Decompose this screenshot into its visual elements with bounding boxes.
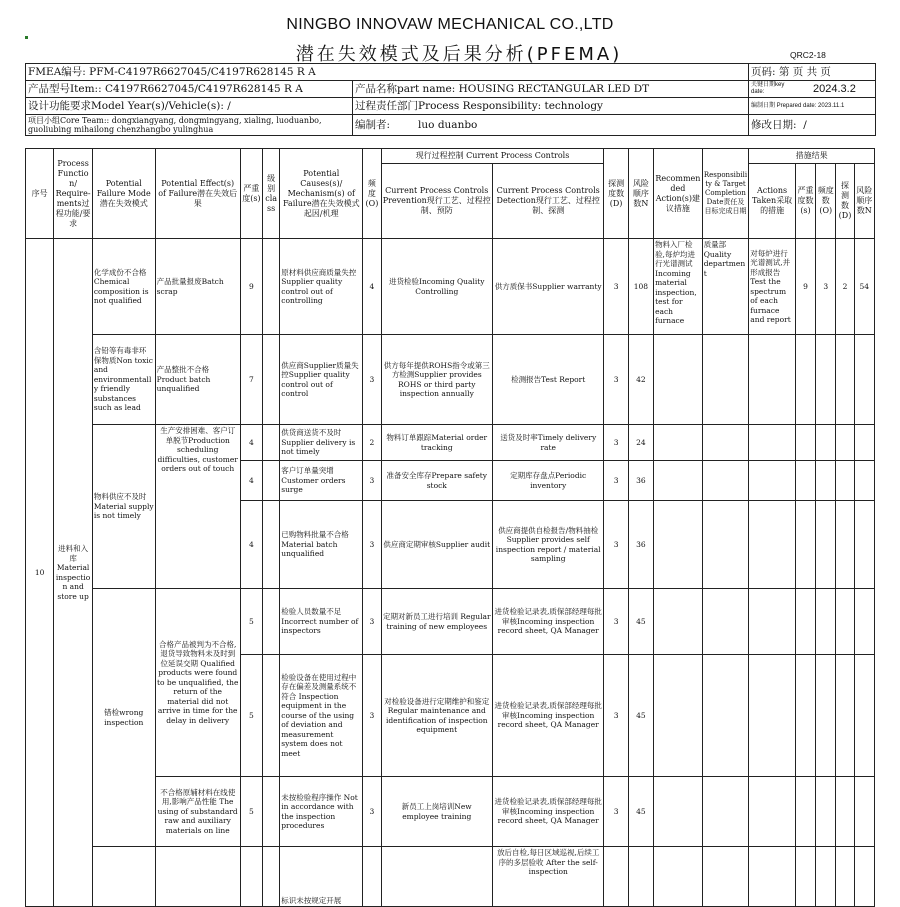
failure-effect: 不合格原辅材料在线使用,影响产品性能 The using of substandard raw and auxiliary materials on line <box>155 777 240 847</box>
table-row <box>26 847 875 907</box>
revision-date: / <box>803 118 807 131</box>
col-actions-taken: Actions Taken采取的措施 <box>749 164 796 239</box>
rpn: 36 <box>628 461 653 501</box>
cause: 标识未按规定开展 <box>280 847 363 907</box>
failure-mode: 物料供应不及时Material supply is not timely <box>92 425 155 589</box>
empty-cell <box>816 425 836 461</box>
empty-cell <box>702 777 749 847</box>
empty-cell <box>749 589 796 655</box>
empty-cell <box>854 847 874 907</box>
detection-control: 定期库存盘点Periodic inventory <box>492 461 603 501</box>
sequence-number: 10 <box>26 239 54 907</box>
occurrence: 3 <box>363 461 381 501</box>
table-row <box>26 425 875 461</box>
prepared-by-cell <box>353 115 749 136</box>
empty-cell <box>816 847 836 907</box>
occurrence: 3 <box>363 777 381 847</box>
detection: 3 <box>604 335 628 425</box>
empty-cell <box>702 589 749 655</box>
cause: 已购物料批量不合格Material batch unqualified <box>280 501 363 589</box>
severity: 9 <box>240 239 262 335</box>
prevention-control: 新员工上岗培训New employee training <box>381 777 492 847</box>
cause: 未按检验程序操作 Not in accordance with the inspection procedures <box>280 777 363 847</box>
empty-cell <box>654 501 703 589</box>
empty-cell <box>836 501 854 589</box>
rpn: 45 <box>628 589 653 655</box>
occurrence: 3 <box>363 655 381 777</box>
empty-cell <box>749 501 796 589</box>
prevention-control: 物料订单跟踪Material order tracking <box>381 425 492 461</box>
empty-cell <box>749 425 796 461</box>
prevention-control: 对检验设备进行定期维护和鉴定Regular maintenance and identification of inspection equipment <box>381 655 492 777</box>
detection-control: 送货及时率Timely delivery rate <box>492 425 603 461</box>
design-requirement: 设计功能要求Model Year(s)/Vehicle(s): / <box>26 98 353 115</box>
col-causes: Potential Causes(s)/ Mechanism(s) of Failure潜在失效模式起因/机理 <box>280 149 363 239</box>
empty-cell <box>816 501 836 589</box>
failure-effect: 合格产品被判为不合格,退货导致物料未及时到位延误交期 Qualified products were found to be unqualified, the return of the material did not arrive in time for the delay in delivery <box>155 589 240 777</box>
rpn: 42 <box>628 335 653 425</box>
prevention-control <box>381 847 492 907</box>
result-detection: 2 <box>836 239 854 335</box>
class <box>263 239 280 335</box>
empty-cell <box>749 777 796 847</box>
empty-cell <box>816 461 836 501</box>
page-parts: 第 页 共 页 <box>778 65 831 78</box>
occurrence <box>363 847 381 907</box>
detection: 3 <box>604 777 628 847</box>
empty-cell <box>795 655 815 777</box>
col-class: 级别 class <box>263 149 280 239</box>
col-seq: 序号 <box>26 149 54 239</box>
item-number: 产品型号Item:: C4197R6627045/C4197R628145 R A <box>26 81 353 98</box>
class <box>263 461 280 501</box>
corner-mark <box>25 36 28 39</box>
rpn: 45 <box>628 655 653 777</box>
revision-label: 修改日期: <box>751 118 797 131</box>
empty-cell <box>816 335 836 425</box>
rpn: 45 <box>628 777 653 847</box>
col-failure-effect: Potential Effect(s) of Failure潜在失效后果 <box>155 149 240 239</box>
empty-cell <box>702 335 749 425</box>
detection: 3 <box>604 461 628 501</box>
empty-cell <box>854 777 874 847</box>
col-recommended-actions: Recommended Action(s)建议措施 <box>654 149 703 239</box>
prepared-by-label: 编制者: <box>355 118 391 131</box>
empty-cell <box>816 589 836 655</box>
prevention-control: 供方每年提供ROHS指令或第三方检测Supplier provides ROHS or third party inspection annually <box>381 335 492 425</box>
empty-cell <box>816 777 836 847</box>
empty-cell <box>836 425 854 461</box>
col-result-rpn: 风险顺序数N <box>854 164 874 239</box>
prevention-control: 进货检验Incoming Quality Controlling <box>381 239 492 335</box>
detection-control: 供方质保书Supplier warranty <box>492 239 603 335</box>
key-date-cell <box>749 81 876 98</box>
failure-effect: 生产安排困难、客户订单脱节Production scheduling difficulties, customer orders out of touch <box>155 425 240 589</box>
empty-cell <box>654 461 703 501</box>
result-occurrence: 3 <box>816 239 836 335</box>
prevention-control: 准备安全库存Prepare safety stock <box>381 461 492 501</box>
empty-cell <box>854 335 874 425</box>
severity: 5 <box>240 777 262 847</box>
empty-cell <box>836 461 854 501</box>
action-taken: 对每炉进行光谱测试,并形成报告Test the spectrum of each furnace and report <box>749 239 796 335</box>
empty-cell <box>854 589 874 655</box>
part-name: 产品名称part name: HOUSING RECTANGULAR LED DT <box>353 81 749 98</box>
pfmea-table <box>25 148 875 907</box>
empty-cell <box>702 847 749 907</box>
result-severity: 9 <box>795 239 815 335</box>
empty-cell <box>654 847 703 907</box>
page-label: 页码: <box>751 65 776 78</box>
empty-cell <box>836 589 854 655</box>
occurrence: 3 <box>363 501 381 589</box>
responsibility: 质量部 Quality department <box>702 239 749 335</box>
empty-cell <box>749 335 796 425</box>
empty-cell <box>854 501 874 589</box>
company-name: NINGBO INNOVAW MECHANICAL CO.,LTD <box>286 16 614 33</box>
prepared-date: 编制日期 Prepared date: 2023.11.1 <box>749 98 876 115</box>
occurrence: 3 <box>363 335 381 425</box>
col-prevention: Current Process Controls Prevention现行工艺、过程控制、预防 <box>381 164 492 239</box>
empty-cell <box>816 655 836 777</box>
empty-cell <box>836 655 854 777</box>
result-rpn: 54 <box>854 239 874 335</box>
col-failure-mode: Potential Failure Mode潜在失效模式 <box>92 149 155 239</box>
class <box>263 777 280 847</box>
header-table <box>25 63 876 136</box>
severity: 4 <box>240 425 262 461</box>
col-result-detection: 探测数(D) <box>836 164 854 239</box>
empty-cell <box>795 425 815 461</box>
empty-cell <box>702 461 749 501</box>
col-detection-controls: Current Process Controls Detection现行工艺、过程控制、探测 <box>492 164 603 239</box>
recommended-action: 物料入厂检验,每炉均进行光谱测试Incoming material inspection, test for each furnace <box>654 239 703 335</box>
empty-cell <box>836 777 854 847</box>
col-process: Process Function/ Require-ments过程功能/要求 <box>54 149 92 239</box>
severity: 7 <box>240 335 262 425</box>
occurrence: 4 <box>363 239 381 335</box>
revision-cell <box>749 115 876 136</box>
empty-cell <box>654 425 703 461</box>
rpn <box>628 847 653 907</box>
detection-control: 进货检验记录表,质保部经理每批审核Incoming inspection record sheet, QA Manager <box>492 655 603 777</box>
class <box>263 425 280 461</box>
cause: 客户订单量突增 Customer orders surge <box>280 461 363 501</box>
cause: 原材料供应商质量失控 Supplier quality control out of controlling <box>280 239 363 335</box>
empty-cell <box>654 777 703 847</box>
document-number: QRC2-18 <box>790 50 826 60</box>
detection-control: 供应商提供自检报告/物料抽检Supplier provides self inspection report / material sampling <box>492 501 603 589</box>
prepared-by: luo duanbo <box>418 118 478 131</box>
col-detection: 探测度数(D) <box>604 149 628 239</box>
severity: 4 <box>240 501 262 589</box>
empty-cell <box>702 501 749 589</box>
occurrence: 3 <box>363 589 381 655</box>
severity: 5 <box>240 589 262 655</box>
cause: 供货商送货不及时 Supplier delivery is not timely <box>280 425 363 461</box>
empty-cell <box>795 335 815 425</box>
empty-cell <box>654 589 703 655</box>
prevention-control: 定期对新员工进行培训 Regular training of new employees <box>381 589 492 655</box>
process-function: 进料和入库 Material inspection and store up <box>54 239 92 907</box>
col-rpn: 风险顺序数N <box>628 149 653 239</box>
empty-cell <box>155 847 240 907</box>
document-title: 潜在失效模式及后果分析(PFEMA) <box>295 44 623 65</box>
key-date: 2024.3.2 <box>813 82 856 95</box>
empty-cell <box>795 777 815 847</box>
col-severity: 严重度(s) <box>240 149 262 239</box>
cause: 检验设备在使用过程中存在偏差及测量系统不符合 Inspection equipment in the course of the using of deviation and measurement system does not meet <box>280 655 363 777</box>
rpn: 108 <box>628 239 653 335</box>
empty-cell <box>749 655 796 777</box>
severity <box>240 847 262 907</box>
col-current-controls: 现行过程控制 Current Process Controls <box>381 149 604 164</box>
core-team: 项目小组Core Team:: dongxiangyang, dongmingyang, xialing, luoduanbo, guoliubing mihailong chenzhangbo yulinghua <box>26 115 353 136</box>
class <box>263 335 280 425</box>
empty-cell <box>854 461 874 501</box>
failure-mode: 含铅等有毒非环保物质Non toxic and environmentally friendly substances such as lead <box>92 335 155 425</box>
severity: 5 <box>240 655 262 777</box>
empty-cell <box>702 655 749 777</box>
empty-cell <box>836 847 854 907</box>
col-result-occurrence: 频度数(O) <box>816 164 836 239</box>
empty-cell <box>702 425 749 461</box>
col-action-results: 措施结果 <box>749 149 875 164</box>
failure-effect: 产品批量报废Batch scrap <box>155 239 240 335</box>
detection-control: 放后自检,每日区域巡视,后续工序的多层验收 After the self-inspection <box>492 847 603 907</box>
col-occurrence: 频度(O) <box>363 149 381 239</box>
occurrence: 2 <box>363 425 381 461</box>
prevention-control: 供应商定期审核Supplier audit <box>381 501 492 589</box>
empty-cell <box>92 847 155 907</box>
empty-cell <box>854 655 874 777</box>
failure-mode: 化学成份不合格Chemical composition is not qualified <box>92 239 155 335</box>
empty-cell <box>795 589 815 655</box>
process-responsibility: 过程责任部门Process Responsibility: technology <box>353 98 749 115</box>
detection-control: 进货检验记录表,质保部经理每批审核Incoming inspection record sheet, QA Manager <box>492 777 603 847</box>
class <box>263 655 280 777</box>
col-responsibility: Responsibility & Target Completion Date责任及目标完成日期 <box>702 149 749 239</box>
severity: 4 <box>240 461 262 501</box>
empty-cell <box>654 335 703 425</box>
detection: 3 <box>604 655 628 777</box>
failure-mode: 错检wrong inspection <box>92 589 155 847</box>
empty-cell <box>795 461 815 501</box>
detection-control: 进货检验记录表,质保部经理每批审核Incoming inspection record sheet, QA Manager <box>492 589 603 655</box>
empty-cell <box>749 461 796 501</box>
detection: 3 <box>604 239 628 335</box>
empty-cell <box>795 501 815 589</box>
detection: 3 <box>604 589 628 655</box>
class <box>263 589 280 655</box>
cause: 供应商Supplier质量失控Supplier quality control out of control <box>280 335 363 425</box>
table-row <box>26 239 875 335</box>
col-result-severity: 严重度数(s) <box>795 164 815 239</box>
table-row <box>26 335 875 425</box>
detection <box>604 847 628 907</box>
empty-cell <box>854 425 874 461</box>
detection: 3 <box>604 425 628 461</box>
fmea-number: FMEA编号: PFM-C4197R6627045/C4197R628145 R A <box>26 64 749 81</box>
empty-cell <box>749 847 796 907</box>
rpn: 24 <box>628 425 653 461</box>
class <box>263 501 280 589</box>
key-date-label: 关键日期key date: <box>751 81 785 95</box>
table-row <box>26 589 875 655</box>
page-cell <box>749 64 876 81</box>
class <box>263 847 280 907</box>
rpn: 36 <box>628 501 653 589</box>
detection: 3 <box>604 501 628 589</box>
empty-cell <box>836 335 854 425</box>
detection-control: 检测报告Test Report <box>492 335 603 425</box>
failure-effect: 产品整批不合格Product batch unqualified <box>155 335 240 425</box>
cause: 检验人员数量不足 Incorrect number of inspectors <box>280 589 363 655</box>
empty-cell <box>654 655 703 777</box>
empty-cell <box>795 847 815 907</box>
